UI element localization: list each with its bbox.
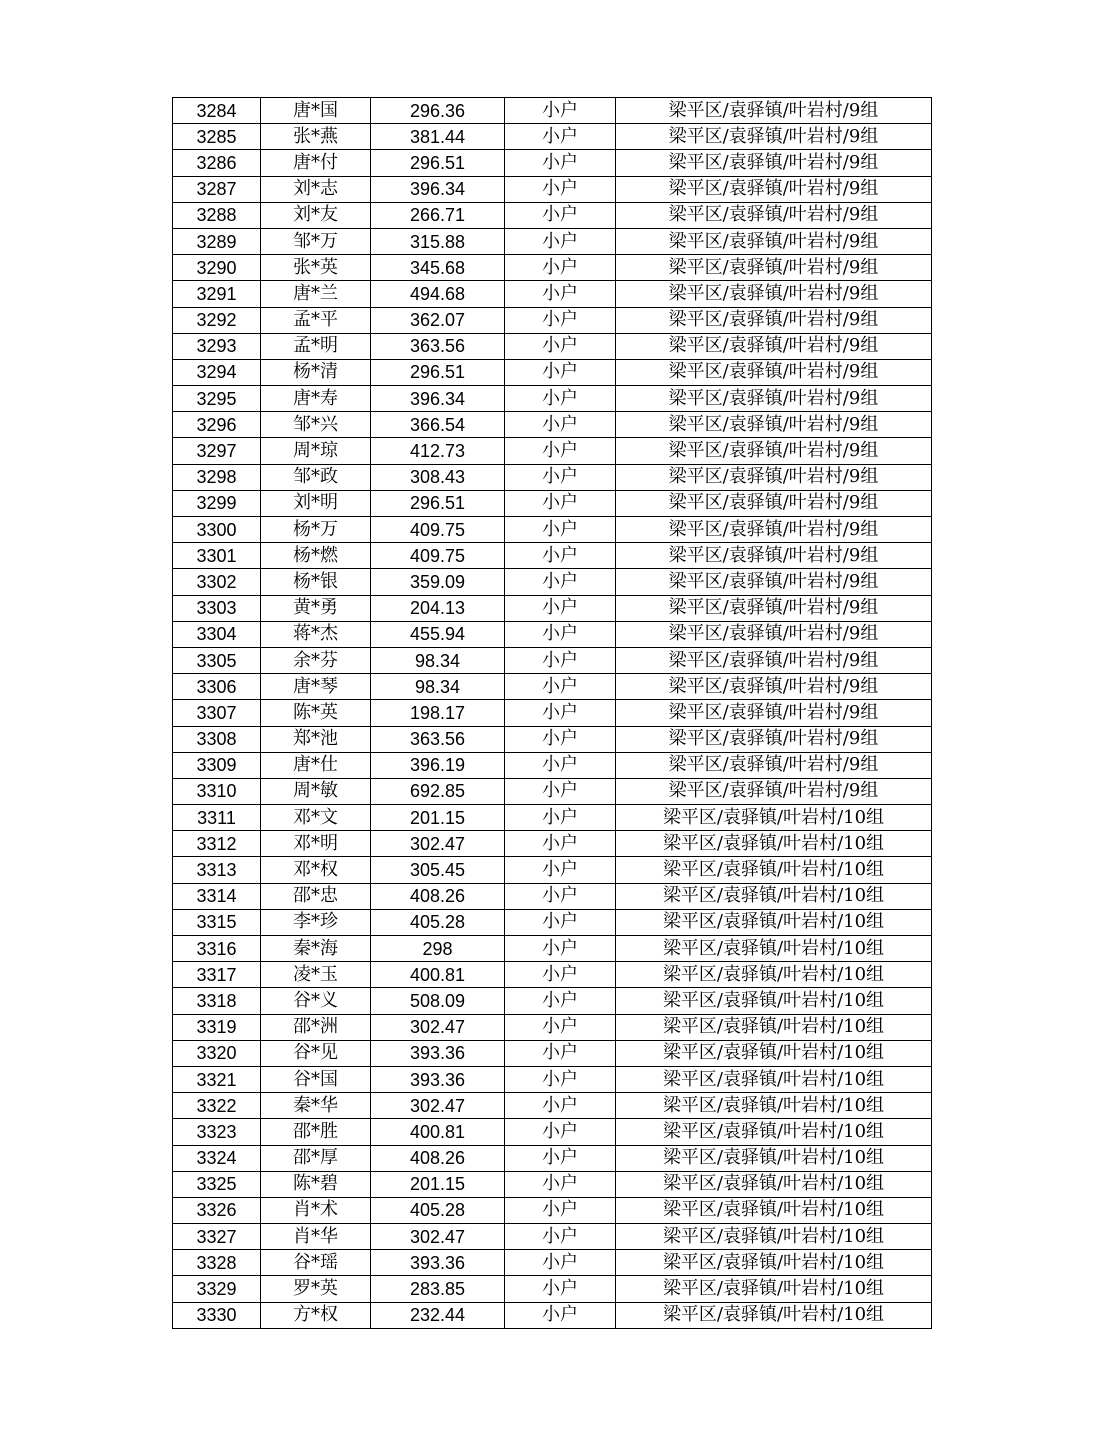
cell-name: 蒋*杰 [261,621,371,647]
table-body [173,98,932,1329]
cell-type: 小户 [505,674,616,700]
cell-id: 3295 [173,386,261,412]
cell-id: 3320 [173,1040,261,1066]
table-row [173,98,932,124]
cell-address: 梁平区/袁驿镇/叶岩村/9组 [616,386,932,412]
table-row [173,150,932,176]
cell-address: 梁平区/袁驿镇/叶岩村/9组 [616,255,932,281]
cell-address: 梁平区/袁驿镇/叶岩村/9组 [616,438,932,464]
table-row [173,595,932,621]
table-row [173,1066,932,1092]
cell-area: 396.34 [371,386,505,412]
cell-type: 小户 [505,124,616,150]
cell-area: 198.17 [371,700,505,726]
table-row [173,281,932,307]
cell-area: 362.07 [371,307,505,333]
table-row [173,464,932,490]
cell-address: 梁平区/袁驿镇/叶岩村/10组 [616,1171,932,1197]
table-row [173,412,932,438]
table-row [173,831,932,857]
table-row [173,988,932,1014]
cell-name: 张*燕 [261,124,371,150]
cell-area: 266.71 [371,202,505,228]
cell-type: 小户 [505,1250,616,1276]
cell-type: 小户 [505,1197,616,1223]
cell-address: 梁平区/袁驿镇/叶岩村/9组 [616,307,932,333]
cell-name: 邓*明 [261,831,371,857]
cell-id: 3287 [173,176,261,202]
cell-area: 408.26 [371,883,505,909]
cell-id: 3310 [173,778,261,804]
cell-id: 3308 [173,726,261,752]
cell-area: 302.47 [371,1014,505,1040]
table-row [173,1093,932,1119]
cell-type: 小户 [505,176,616,202]
cell-id: 3313 [173,857,261,883]
cell-address: 梁平区/袁驿镇/叶岩村/9组 [616,752,932,778]
cell-id: 3326 [173,1197,261,1223]
cell-address: 梁平区/袁驿镇/叶岩村/10组 [616,831,932,857]
cell-area: 302.47 [371,1093,505,1119]
cell-type: 小户 [505,988,616,1014]
cell-name: 唐*寿 [261,386,371,412]
cell-name: 孟*平 [261,307,371,333]
cell-id: 3304 [173,621,261,647]
cell-type: 小户 [505,202,616,228]
table-row [173,1014,932,1040]
cell-name: 邹*兴 [261,412,371,438]
cell-name: 刘*友 [261,202,371,228]
cell-area: 298 [371,936,505,962]
cell-type: 小户 [505,412,616,438]
cell-id: 3305 [173,647,261,673]
cell-name: 凌*玉 [261,962,371,988]
cell-type: 小户 [505,1224,616,1250]
cell-area: 396.34 [371,176,505,202]
cell-name: 刘*明 [261,490,371,516]
cell-type: 小户 [505,962,616,988]
table-row [173,1276,932,1302]
cell-type: 小户 [505,1014,616,1040]
cell-name: 肖*华 [261,1224,371,1250]
cell-address: 梁平区/袁驿镇/叶岩村/10组 [616,936,932,962]
cell-area: 296.36 [371,98,505,124]
cell-id: 3291 [173,281,261,307]
cell-type: 小户 [505,307,616,333]
cell-id: 3290 [173,255,261,281]
table-row [173,883,932,909]
table-row [173,621,932,647]
cell-name: 邹*政 [261,464,371,490]
cell-id: 3309 [173,752,261,778]
cell-name: 陈*碧 [261,1171,371,1197]
cell-type: 小户 [505,857,616,883]
table-row [173,359,932,385]
table-row [173,228,932,254]
cell-name: 杨*燃 [261,543,371,569]
cell-address: 梁平区/袁驿镇/叶岩村/9组 [616,464,932,490]
table-row [173,726,932,752]
cell-address: 梁平区/袁驿镇/叶岩村/9组 [616,700,932,726]
cell-area: 381.44 [371,124,505,150]
cell-type: 小户 [505,386,616,412]
table-row [173,543,932,569]
cell-address: 梁平区/袁驿镇/叶岩村/10组 [616,857,932,883]
cell-type: 小户 [505,569,616,595]
cell-id: 3288 [173,202,261,228]
table-row [173,1197,932,1223]
cell-area: 363.56 [371,726,505,752]
table-row [173,805,932,831]
cell-id: 3324 [173,1145,261,1171]
cell-id: 3284 [173,98,261,124]
cell-area: 409.75 [371,517,505,543]
cell-name: 余*芬 [261,647,371,673]
table-row [173,647,932,673]
cell-id: 3318 [173,988,261,1014]
cell-id: 3311 [173,805,261,831]
table-row [173,202,932,228]
table-row [173,1145,932,1171]
cell-type: 小户 [505,281,616,307]
cell-id: 3292 [173,307,261,333]
table-row [173,778,932,804]
cell-type: 小户 [505,752,616,778]
cell-id: 3314 [173,883,261,909]
cell-area: 315.88 [371,228,505,254]
cell-type: 小户 [505,359,616,385]
cell-area: 232.44 [371,1302,505,1328]
table-row [173,124,932,150]
cell-area: 494.68 [371,281,505,307]
cell-id: 3321 [173,1066,261,1092]
table-row [173,752,932,778]
cell-name: 邵*洲 [261,1014,371,1040]
cell-type: 小户 [505,595,616,621]
cell-id: 3315 [173,909,261,935]
table-row [173,438,932,464]
cell-area: 393.36 [371,1040,505,1066]
table-row [173,857,932,883]
cell-address: 梁平区/袁驿镇/叶岩村/10组 [616,1014,932,1040]
cell-name: 黄*勇 [261,595,371,621]
cell-name: 郑*池 [261,726,371,752]
cell-name: 秦*华 [261,1093,371,1119]
table-row [173,1250,932,1276]
cell-type: 小户 [505,647,616,673]
cell-id: 3323 [173,1119,261,1145]
cell-address: 梁平区/袁驿镇/叶岩村/9组 [616,621,932,647]
cell-area: 508.09 [371,988,505,1014]
cell-id: 3325 [173,1171,261,1197]
cell-id: 3300 [173,517,261,543]
cell-type: 小户 [505,909,616,935]
cell-name: 秦*海 [261,936,371,962]
cell-name: 周*琼 [261,438,371,464]
cell-id: 3301 [173,543,261,569]
cell-address: 梁平区/袁驿镇/叶岩村/9组 [616,674,932,700]
cell-address: 梁平区/袁驿镇/叶岩村/10组 [616,1276,932,1302]
cell-type: 小户 [505,883,616,909]
table-row [173,255,932,281]
cell-id: 3294 [173,359,261,385]
cell-area: 204.13 [371,595,505,621]
cell-type: 小户 [505,1171,616,1197]
cell-address: 梁平区/袁驿镇/叶岩村/9组 [616,333,932,359]
cell-type: 小户 [505,333,616,359]
cell-address: 梁平区/袁驿镇/叶岩村/9组 [616,726,932,752]
cell-type: 小户 [505,621,616,647]
cell-address: 梁平区/袁驿镇/叶岩村/9组 [616,569,932,595]
cell-type: 小户 [505,543,616,569]
cell-name: 邓*文 [261,805,371,831]
table-row [173,700,932,726]
table-row [173,569,932,595]
cell-type: 小户 [505,1302,616,1328]
cell-type: 小户 [505,1040,616,1066]
cell-type: 小户 [505,255,616,281]
cell-type: 小户 [505,490,616,516]
table-row [173,176,932,202]
cell-area: 98.34 [371,674,505,700]
table-row [173,1040,932,1066]
cell-area: 400.81 [371,962,505,988]
cell-area: 302.47 [371,1224,505,1250]
cell-address: 梁平区/袁驿镇/叶岩村/9组 [616,517,932,543]
cell-name: 唐*兰 [261,281,371,307]
table-row [173,1119,932,1145]
cell-area: 396.19 [371,752,505,778]
cell-address: 梁平区/袁驿镇/叶岩村/9组 [616,595,932,621]
cell-id: 3317 [173,962,261,988]
cell-area: 400.81 [371,1119,505,1145]
cell-name: 邹*万 [261,228,371,254]
cell-id: 3312 [173,831,261,857]
cell-area: 455.94 [371,621,505,647]
cell-address: 梁平区/袁驿镇/叶岩村/9组 [616,98,932,124]
cell-name: 唐*仕 [261,752,371,778]
cell-name: 谷*义 [261,988,371,1014]
cell-name: 邵*胜 [261,1119,371,1145]
cell-address: 梁平区/袁驿镇/叶岩村/10组 [616,962,932,988]
cell-address: 梁平区/袁驿镇/叶岩村/10组 [616,1250,932,1276]
cell-id: 3296 [173,412,261,438]
table-row [173,1302,932,1328]
table-row [173,909,932,935]
cell-id: 3316 [173,936,261,962]
cell-area: 393.36 [371,1250,505,1276]
cell-address: 梁平区/袁驿镇/叶岩村/9组 [616,176,932,202]
table-row [173,386,932,412]
cell-area: 393.36 [371,1066,505,1092]
cell-area: 296.51 [371,150,505,176]
cell-address: 梁平区/袁驿镇/叶岩村/9组 [616,228,932,254]
cell-id: 3298 [173,464,261,490]
cell-address: 梁平区/袁驿镇/叶岩村/9组 [616,281,932,307]
cell-id: 3306 [173,674,261,700]
cell-address: 梁平区/袁驿镇/叶岩村/10组 [616,988,932,1014]
cell-name: 张*英 [261,255,371,281]
cell-area: 412.73 [371,438,505,464]
cell-address: 梁平区/袁驿镇/叶岩村/10组 [616,909,932,935]
cell-area: 296.51 [371,359,505,385]
cell-type: 小户 [505,936,616,962]
cell-name: 谷*国 [261,1066,371,1092]
cell-name: 邵*厚 [261,1145,371,1171]
cell-area: 408.26 [371,1145,505,1171]
cell-address: 梁平区/袁驿镇/叶岩村/9组 [616,150,932,176]
cell-id: 3297 [173,438,261,464]
household-table [172,97,932,1329]
cell-name: 邓*权 [261,857,371,883]
cell-type: 小户 [505,778,616,804]
table-row [173,490,932,516]
cell-address: 梁平区/袁驿镇/叶岩村/9组 [616,202,932,228]
cell-name: 杨*万 [261,517,371,543]
cell-name: 孟*明 [261,333,371,359]
cell-address: 梁平区/袁驿镇/叶岩村/10组 [616,1119,932,1145]
cell-address: 梁平区/袁驿镇/叶岩村/9组 [616,647,932,673]
cell-name: 唐*琴 [261,674,371,700]
cell-name: 唐*付 [261,150,371,176]
cell-id: 3303 [173,595,261,621]
cell-area: 296.51 [371,490,505,516]
cell-type: 小户 [505,1093,616,1119]
cell-address: 梁平区/袁驿镇/叶岩村/10组 [616,883,932,909]
cell-name: 谷*瑶 [261,1250,371,1276]
cell-name: 刘*志 [261,176,371,202]
cell-area: 366.54 [371,412,505,438]
cell-name: 陈*英 [261,700,371,726]
cell-name: 谷*见 [261,1040,371,1066]
cell-type: 小户 [505,805,616,831]
cell-address: 梁平区/袁驿镇/叶岩村/10组 [616,1224,932,1250]
cell-id: 3302 [173,569,261,595]
cell-address: 梁平区/袁驿镇/叶岩村/9组 [616,490,932,516]
cell-area: 405.28 [371,1197,505,1223]
cell-area: 692.85 [371,778,505,804]
cell-area: 308.43 [371,464,505,490]
cell-address: 梁平区/袁驿镇/叶岩村/9组 [616,778,932,804]
cell-area: 305.45 [371,857,505,883]
cell-type: 小户 [505,517,616,543]
cell-area: 201.15 [371,805,505,831]
table-row [173,1224,932,1250]
cell-type: 小户 [505,1145,616,1171]
cell-area: 345.68 [371,255,505,281]
cell-type: 小户 [505,1066,616,1092]
cell-address: 梁平区/袁驿镇/叶岩村/10组 [616,1093,932,1119]
table-row [173,333,932,359]
cell-address: 梁平区/袁驿镇/叶岩村/9组 [616,359,932,385]
cell-id: 3307 [173,700,261,726]
cell-name: 唐*国 [261,98,371,124]
cell-address: 梁平区/袁驿镇/叶岩村/10组 [616,1302,932,1328]
table-row [173,674,932,700]
cell-name: 肖*术 [261,1197,371,1223]
cell-name: 李*珍 [261,909,371,935]
cell-area: 201.15 [371,1171,505,1197]
table-row [173,936,932,962]
cell-id: 3293 [173,333,261,359]
cell-type: 小户 [505,438,616,464]
table-row [173,307,932,333]
cell-id: 3285 [173,124,261,150]
cell-name: 邵*忠 [261,883,371,909]
table-row [173,1171,932,1197]
cell-area: 98.34 [371,647,505,673]
cell-address: 梁平区/袁驿镇/叶岩村/10组 [616,1040,932,1066]
cell-area: 302.47 [371,831,505,857]
cell-id: 3329 [173,1276,261,1302]
cell-type: 小户 [505,464,616,490]
cell-id: 3286 [173,150,261,176]
cell-name: 方*权 [261,1302,371,1328]
cell-name: 周*敏 [261,778,371,804]
cell-id: 3319 [173,1014,261,1040]
cell-type: 小户 [505,700,616,726]
cell-id: 3327 [173,1224,261,1250]
cell-area: 363.56 [371,333,505,359]
cell-address: 梁平区/袁驿镇/叶岩村/10组 [616,1145,932,1171]
cell-id: 3299 [173,490,261,516]
cell-id: 3330 [173,1302,261,1328]
table-row [173,517,932,543]
cell-name: 杨*清 [261,359,371,385]
cell-address: 梁平区/袁驿镇/叶岩村/10组 [616,805,932,831]
cell-address: 梁平区/袁驿镇/叶岩村/9组 [616,412,932,438]
cell-area: 409.75 [371,543,505,569]
cell-name: 罗*英 [261,1276,371,1302]
cell-area: 359.09 [371,569,505,595]
cell-type: 小户 [505,1276,616,1302]
cell-type: 小户 [505,726,616,752]
cell-name: 杨*银 [261,569,371,595]
cell-address: 梁平区/袁驿镇/叶岩村/10组 [616,1197,932,1223]
cell-area: 283.85 [371,1276,505,1302]
cell-id: 3328 [173,1250,261,1276]
cell-type: 小户 [505,228,616,254]
cell-id: 3289 [173,228,261,254]
cell-address: 梁平区/袁驿镇/叶岩村/9组 [616,124,932,150]
cell-type: 小户 [505,150,616,176]
cell-type: 小户 [505,1119,616,1145]
table-row [173,962,932,988]
cell-type: 小户 [505,831,616,857]
cell-area: 405.28 [371,909,505,935]
cell-type: 小户 [505,98,616,124]
cell-address: 梁平区/袁驿镇/叶岩村/10组 [616,1066,932,1092]
cell-address: 梁平区/袁驿镇/叶岩村/9组 [616,543,932,569]
cell-id: 3322 [173,1093,261,1119]
